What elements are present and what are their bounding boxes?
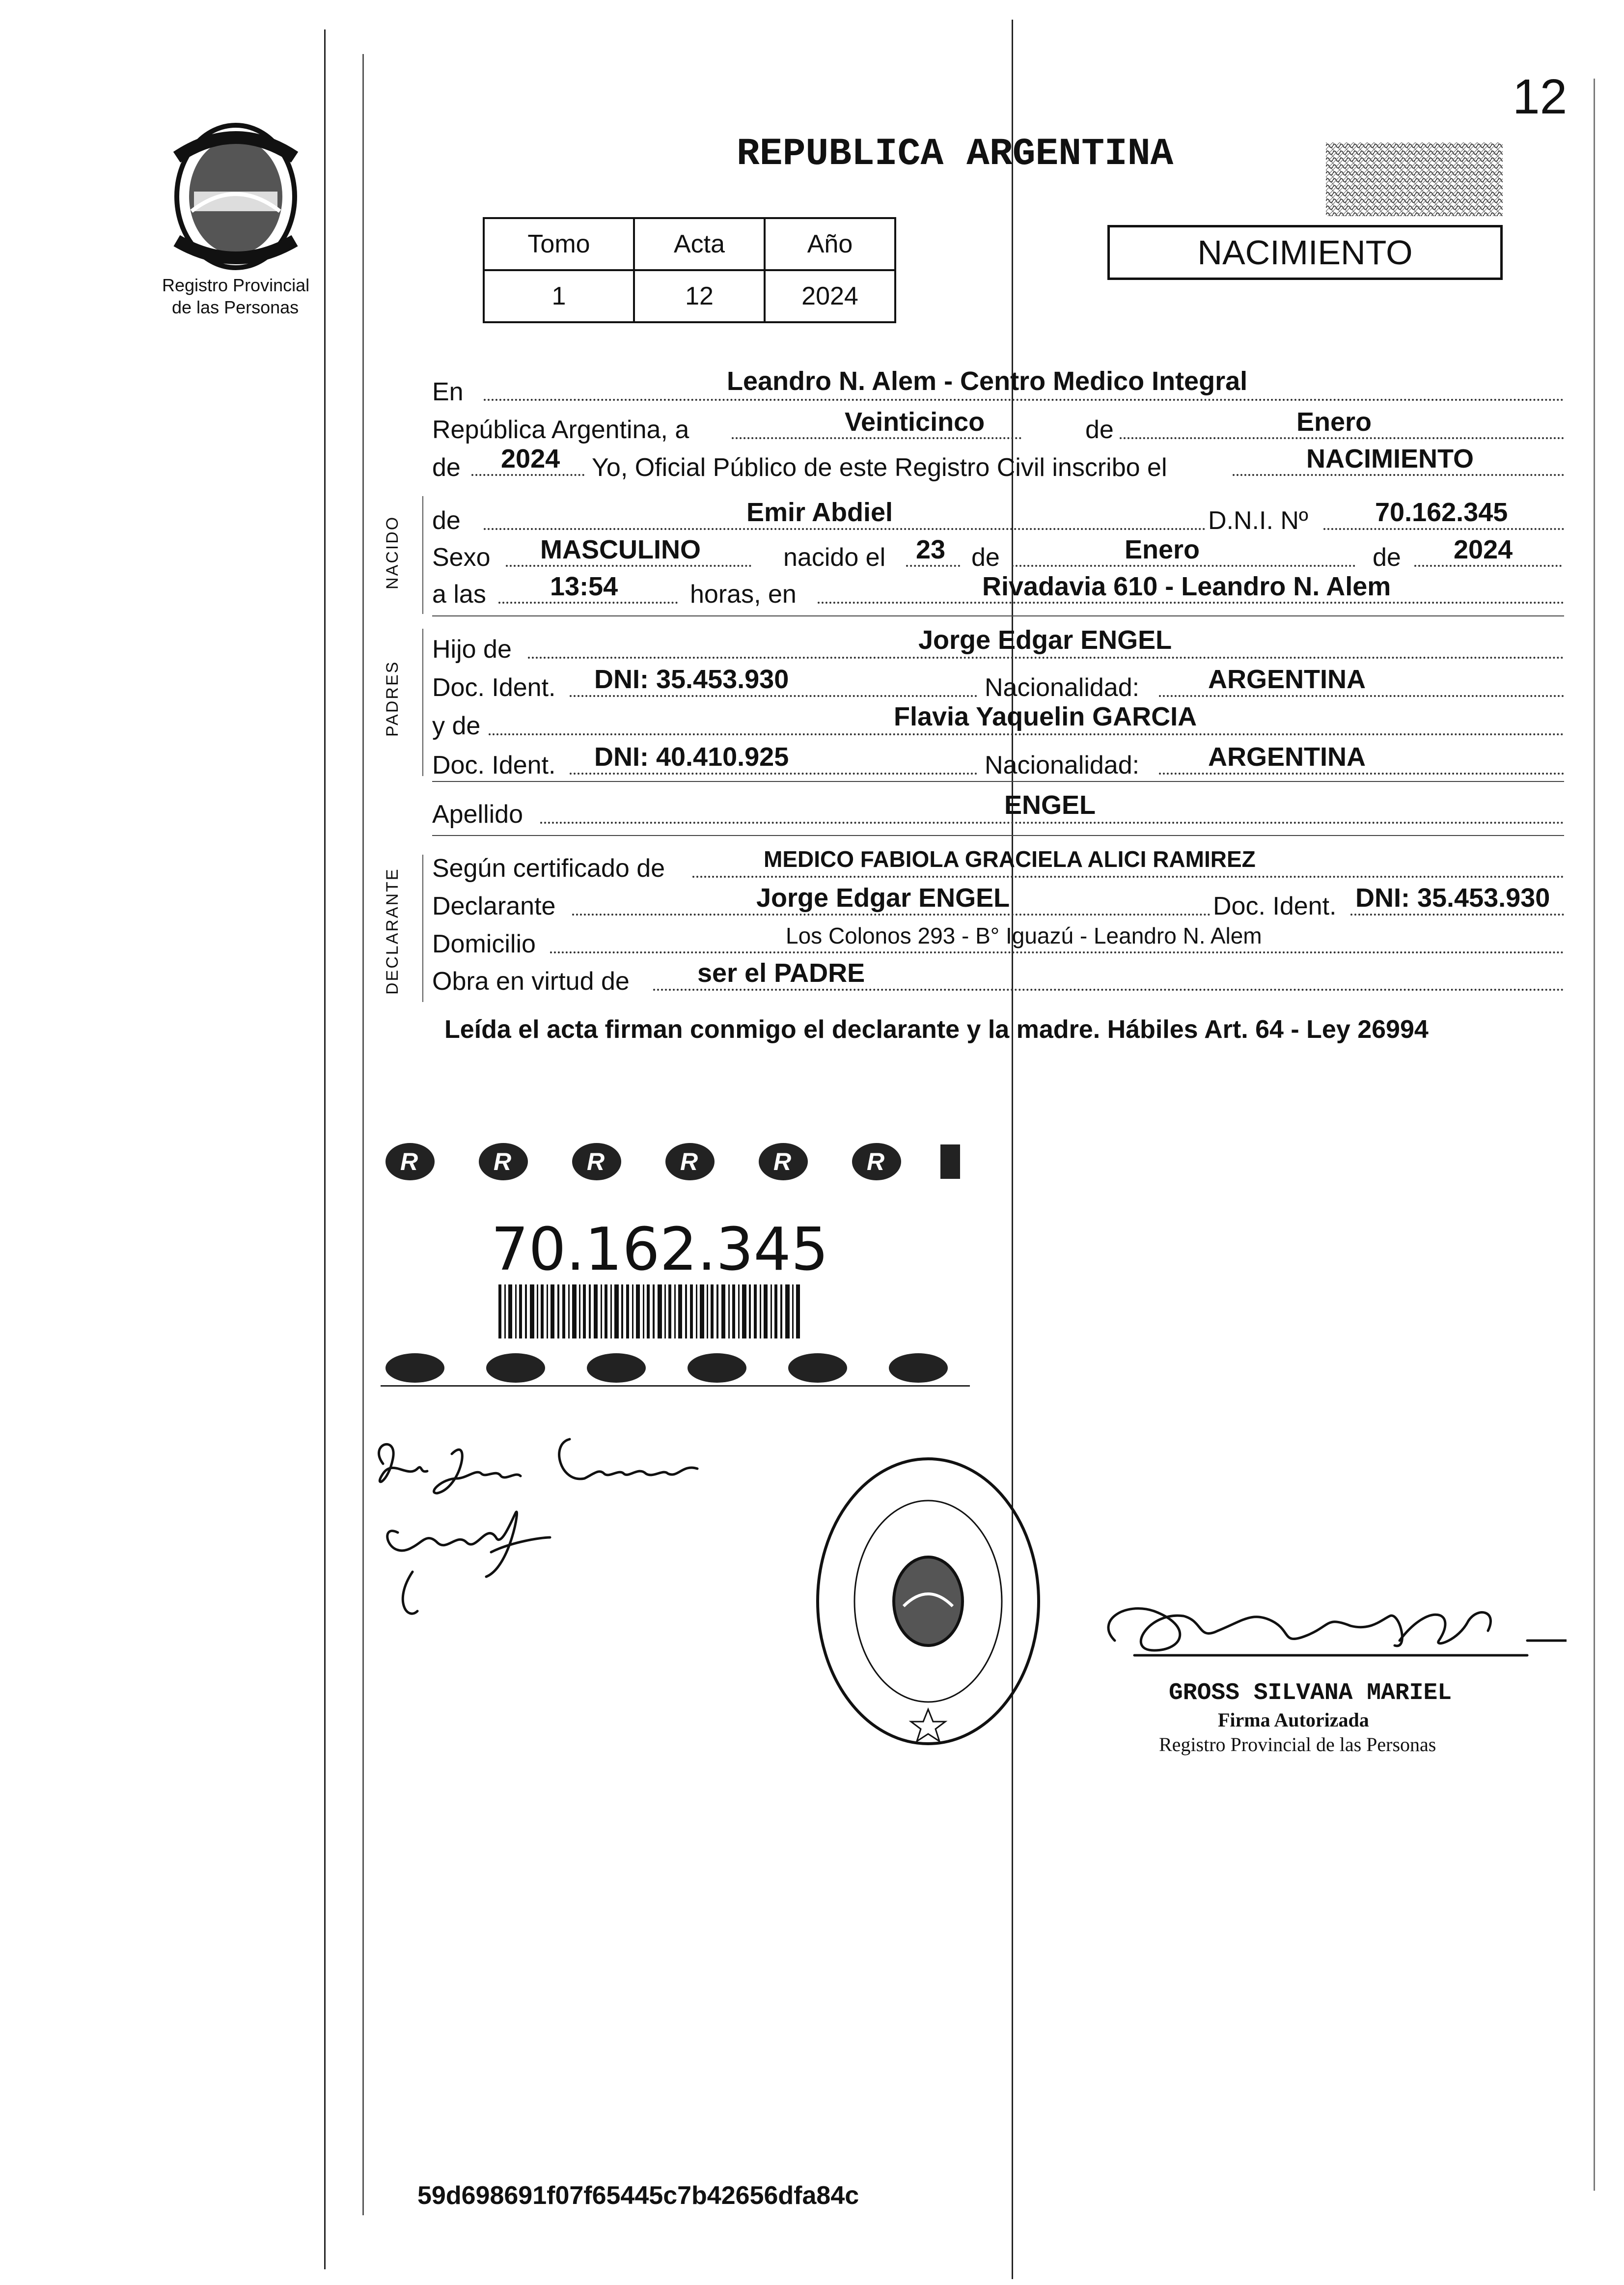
value-inscripcion: NACIMIENTO xyxy=(1306,444,1474,474)
dots-dia xyxy=(732,437,1021,439)
value-nombre: Emir Abdiel xyxy=(746,498,893,527)
label-nac-padre: Nacionalidad: xyxy=(985,673,1140,702)
dots-doc-madre xyxy=(570,773,977,775)
value-lugar: Leandro N. Alem - Centro Medico Integral xyxy=(727,366,1248,396)
register-table-header xyxy=(484,218,895,270)
value-madre: Flavia Yaquelin GARCIA xyxy=(894,702,1197,731)
registry-name-line1: Registro Provincial xyxy=(162,275,310,295)
separator-nacido xyxy=(432,615,1564,616)
country-title: REPUBLICA ARGENTINA xyxy=(737,133,1174,176)
value-nac-madre: ARGENTINA xyxy=(1208,742,1366,772)
barcode-number: 70.162.345 xyxy=(491,1216,829,1284)
svg-text:R: R xyxy=(867,1148,885,1175)
svg-text:R: R xyxy=(680,1148,698,1175)
sticker-pattern-top-icon xyxy=(381,1140,970,1184)
svg-text:R: R xyxy=(494,1148,512,1175)
label-horas-en: horas, en xyxy=(690,580,797,609)
handwritten-signature-icon xyxy=(363,1424,727,1660)
security-pattern-icon xyxy=(1326,142,1503,216)
dots-apellido xyxy=(540,822,1564,824)
dots-en xyxy=(484,399,1564,401)
dots-anio-nac xyxy=(1414,565,1562,567)
label-hijo-de: Hijo de xyxy=(432,635,512,664)
dots-domicilio xyxy=(550,951,1564,953)
section-label-nacido: NACIDO xyxy=(383,515,402,589)
center-fold-line xyxy=(1012,20,1013,2279)
value-obra: ser el PADRE xyxy=(697,958,865,988)
official-seal xyxy=(813,1454,1044,1749)
value-padre: Jorge Edgar ENGEL xyxy=(918,625,1172,655)
label-segun: Según certificado de xyxy=(432,854,665,883)
authorized-signature-icon xyxy=(1095,1582,1567,1670)
value-mes-nac: Enero xyxy=(1125,535,1200,564)
signer-name: GROSS SILVANA MARIEL xyxy=(1169,1680,1452,1706)
value-mes: Enero xyxy=(1296,407,1372,437)
value-sexo: MASCULINO xyxy=(540,535,701,564)
label-doc-madre: Doc. Ident. xyxy=(432,751,556,780)
label-de-mes-nac: de xyxy=(971,543,1000,572)
table-header-anio: Año xyxy=(765,218,895,270)
margin-line-left xyxy=(324,29,326,2269)
dots-doc-padre xyxy=(570,695,977,697)
label-nacido-de: de xyxy=(432,506,461,535)
label-apellido: Apellido xyxy=(432,800,523,829)
dots-padre xyxy=(528,657,1564,659)
dots-hora xyxy=(498,602,678,604)
value-certificado: MEDICO FABIOLA GRACIELA ALICI RAMIREZ xyxy=(764,846,1256,872)
dots-nombre xyxy=(484,528,1206,530)
label-de-anio-nac: de xyxy=(1373,543,1401,572)
dots-lugar-nac xyxy=(818,602,1564,604)
label-y-de: y de xyxy=(432,712,481,740)
signer-title: Firma Autorizada xyxy=(1218,1709,1369,1731)
separator-padres xyxy=(432,781,1564,782)
label-doc-padre: Doc. Ident. xyxy=(432,673,556,702)
section-bracket-padres xyxy=(422,629,423,776)
section-bracket-nacido xyxy=(422,496,423,614)
document-hash: 59d698691f07f65445c7b42656dfa84c xyxy=(417,2181,859,2210)
label-sexo: Sexo xyxy=(432,543,491,572)
dots-declarante xyxy=(572,914,1211,916)
value-domicilio: Los Colonos 293 - B° Iguazú - Leandro N. Alem xyxy=(786,923,1262,948)
dots-madre xyxy=(489,733,1564,735)
register-table xyxy=(483,217,896,323)
dots-nac-padre xyxy=(1159,695,1564,697)
label-republica: República Argentina, a xyxy=(432,416,689,444)
value-doc-padre: DNI: 35.453.930 xyxy=(594,665,789,694)
label-obra: Obra en virtud de xyxy=(432,967,630,996)
table-header-tomo: Tomo xyxy=(484,218,634,270)
closing-note: Leída el acta firman conmigo el declarante y la madre. Hábiles Art. 64 - Ley 26994 xyxy=(444,1015,1429,1044)
value-hora: 13:54 xyxy=(550,572,618,601)
authorized-signature xyxy=(1095,1582,1567,1670)
barcode-icon xyxy=(498,1284,803,1338)
label-nac-madre: Nacionalidad: xyxy=(985,751,1140,780)
security-pattern xyxy=(1326,142,1503,216)
margin-line-left-2 xyxy=(362,54,364,2215)
coat-of-arms-icon xyxy=(162,118,309,280)
dots-nac-madre xyxy=(1159,773,1564,775)
dots-obra xyxy=(653,989,1564,991)
value-dni: 70.162.345 xyxy=(1375,498,1508,527)
svg-text:R: R xyxy=(587,1148,605,1175)
dots-anio xyxy=(471,474,584,476)
dots-inscripcion xyxy=(1233,474,1564,476)
label-de-mes: de xyxy=(1085,416,1114,444)
sticker-pattern-bottom-icon xyxy=(381,1348,970,1388)
register-table-values xyxy=(484,270,895,322)
table-value-acta: 12 xyxy=(634,270,765,322)
svg-text:R: R xyxy=(400,1148,418,1175)
section-label-declarante: DECLARANTE xyxy=(383,867,402,995)
dots-mes xyxy=(1120,437,1564,439)
section-label-padres: PADRES xyxy=(383,660,402,737)
svg-text:R: R xyxy=(773,1148,792,1175)
margin-line-right xyxy=(1594,79,1595,2191)
label-oficial: Yo, Oficial Público de este Registro Civil inscribo el xyxy=(592,453,1167,482)
value-anio-nac: 2024 xyxy=(1454,535,1513,564)
value-dia-texto: Veinticinco xyxy=(845,407,985,437)
value-dia-nac: 23 xyxy=(916,535,946,564)
page-number: 12 xyxy=(1513,69,1568,124)
value-lugar-nac: Rivadavia 610 - Leandro N. Alem xyxy=(982,572,1391,601)
value-anio: 2024 xyxy=(501,444,560,474)
section-bracket-declarante xyxy=(422,855,423,1002)
dots-mes-nac xyxy=(1012,565,1355,567)
separator-apellido xyxy=(432,835,1564,836)
label-dni: D.N.I. Nº xyxy=(1208,506,1308,535)
signer-org: Registro Provincial de las Personas xyxy=(1159,1733,1436,1756)
label-en: En xyxy=(432,378,464,406)
label-de-anio: de xyxy=(432,453,461,482)
label-a-las: a las xyxy=(432,580,486,609)
table-value-tomo: 1 xyxy=(484,270,634,322)
barcode-sticker xyxy=(381,1140,970,1390)
label-declarante: Declarante xyxy=(432,892,556,920)
value-doc-madre: DNI: 40.410.925 xyxy=(594,742,789,772)
dots-sexo xyxy=(506,565,751,567)
dots-doc-declarante xyxy=(1350,914,1564,916)
dots-dni xyxy=(1323,528,1564,530)
province-logo xyxy=(162,118,309,280)
document-type-box: NACIMIENTO xyxy=(1107,225,1503,280)
handwritten-signatures xyxy=(363,1424,727,1660)
label-nacido-el: nacido el xyxy=(783,543,886,572)
dots-certificado xyxy=(692,876,1564,878)
value-doc-declarante: DNI: 35.453.930 xyxy=(1355,883,1550,913)
label-doc-declarante: Doc. Ident. xyxy=(1213,892,1337,920)
table-header-acta: Acta xyxy=(634,218,765,270)
table-value-anio: 2024 xyxy=(765,270,895,322)
registry-name-line2: de las Personas xyxy=(172,297,299,317)
seal-icon xyxy=(813,1454,1044,1749)
dots-dia-nac xyxy=(906,565,960,567)
value-declarante: Jorge Edgar ENGEL xyxy=(756,883,1010,913)
value-nac-padre: ARGENTINA xyxy=(1208,665,1366,694)
value-apellido: ENGEL xyxy=(1004,790,1096,820)
label-domicilio: Domicilio xyxy=(432,930,536,958)
